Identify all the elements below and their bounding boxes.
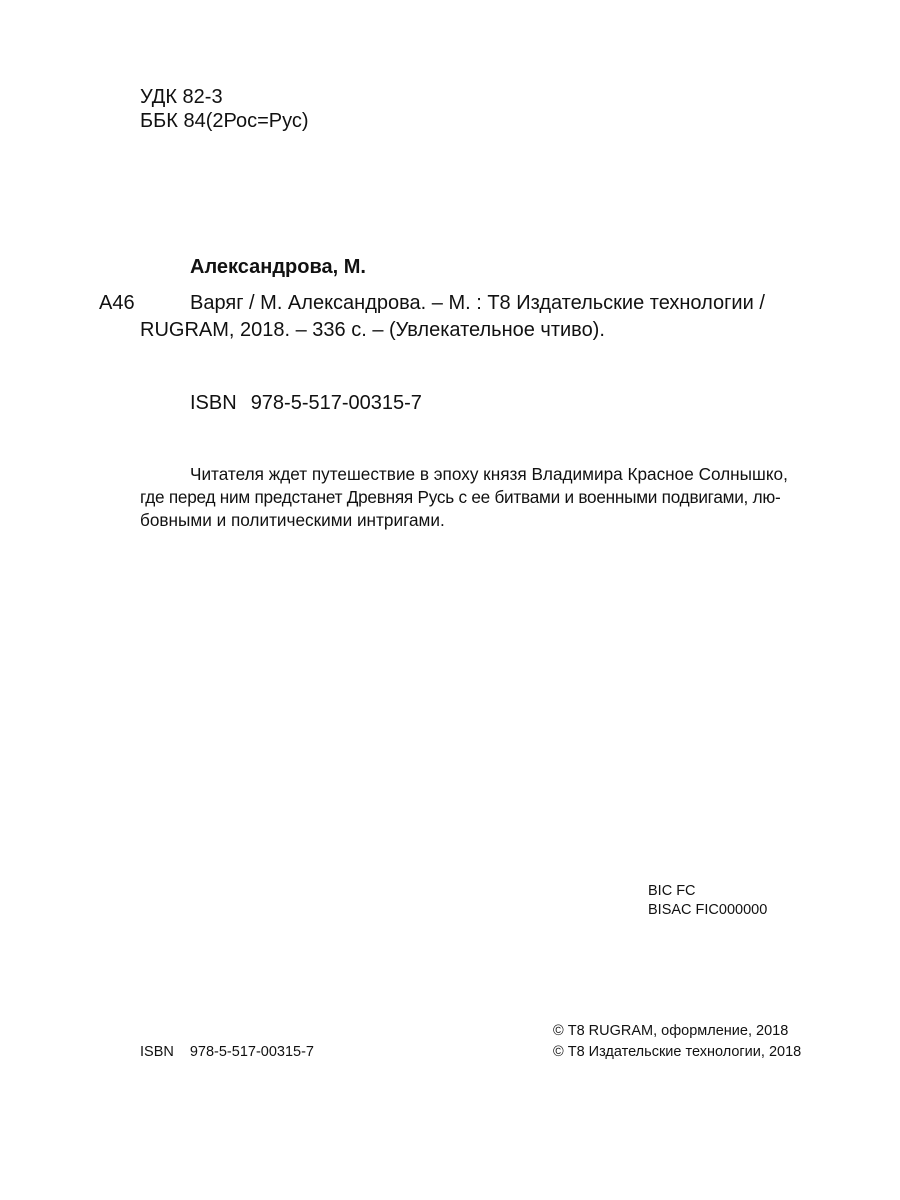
bibliographic-record-line-1: Варяг / М. Александрова. – М. : Т8 Издательские технологии / xyxy=(190,292,765,314)
annotation-line-2: где перед ним предстанет Древняя Русь с ее битвами и военными подвигами, лю- xyxy=(140,487,781,507)
annotation-line-3: бовными и политическими интригами. xyxy=(140,510,445,530)
bisac-code: BISAC FIC000000 xyxy=(648,902,768,918)
bbk-code: ББК 84(2Рос=Рус) xyxy=(140,110,309,132)
isbn-block xyxy=(190,391,422,415)
author-sign: А46 xyxy=(99,292,135,314)
annotation-line-1: Читателя ждет путешествие в эпоху князя Владимира Красное Солнышко, xyxy=(190,464,788,484)
udk-code: УДК 82-3 xyxy=(140,86,223,108)
footer-isbn-number: 978-5-517-00315-7 xyxy=(189,1044,314,1060)
bic-code: BIC FC xyxy=(648,883,696,899)
bibliographic-record-line-2: RUGRAM, 2018. – 336 с. – (Увлекательное чтиво). xyxy=(140,319,605,341)
footer-isbn xyxy=(140,1043,314,1061)
isbn-label: ISBN xyxy=(190,392,237,414)
copyright-design: © Т8 RUGRAM, оформление, 2018 xyxy=(553,1023,789,1039)
isbn-number: 978-5-517-00315-7 xyxy=(250,392,422,414)
copyright-publisher: © Т8 Издательские технологии, 2018 xyxy=(553,1044,802,1060)
footer-isbn-label: ISBN xyxy=(140,1044,174,1060)
author-heading: Александрова, М. xyxy=(190,256,366,278)
